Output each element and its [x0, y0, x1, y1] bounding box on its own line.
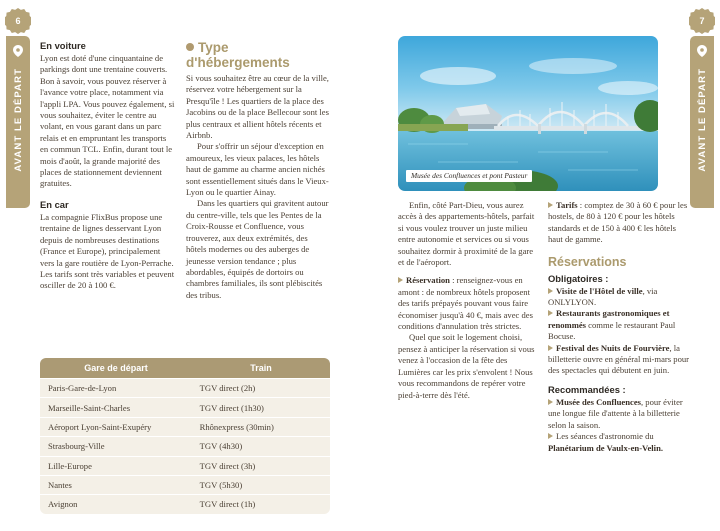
right-column-1: [398, 200, 538, 401]
table-body: [40, 378, 330, 514]
item-rest: , via ONLYLYON.: [548, 285, 658, 308]
reservation-text: : renseignez-vous en amont : de nombreux hôtels proposent des tarifs prépayés pouvant vous faire économiser jusqu'à 40 €, mais avec des conditions d'annulation très strictes.: [398, 275, 533, 332]
cell-train: TGV direct (3h): [192, 456, 330, 475]
cell-gare: Avignon: [40, 494, 192, 513]
heb-p3: Dans les quartiers qui gravitent autour du centre-ville, tels que les Pentes de la Croix-Rousse et Confluence, vous trouverez, aux deux extrémités, des hôtels modernes ou des auberges de jeunesse version tendance ; plus abordables, équipés de dortoirs ou chambres familiales, ils sont plébiscités des tribus.: [186, 198, 329, 300]
cell-gare: Marseille-Saint-Charles: [40, 397, 192, 416]
table-row: [40, 378, 330, 397]
tarifs-text: : comptez de 30 à 60 € pour les hostels, de 80 à 120 € pour les hôtels standards et de 150 à 400 € les hôtels haut de gamme.: [548, 200, 688, 245]
table-row: [40, 417, 330, 436]
triangle-bullet-icon: [548, 202, 553, 208]
photo-caption: Musée des Confluences et pont Pasteur: [406, 170, 532, 182]
cell-train: TGV direct (1h30): [192, 397, 330, 416]
item-bold: Restaurants gastronomiques et renommés: [548, 308, 670, 330]
table-header-train: Train: [192, 358, 330, 378]
location-pin-icon: [13, 44, 23, 62]
table-row: [40, 494, 330, 513]
subheading-recommandees: Recommandées :: [548, 383, 626, 395]
bus-text: La compagnie FlixBus propose une trentaine de lignes desservant Lyon depuis de nombreuses destinations (France et Europe), principalement vers la gare routière de Lyon-Perrache. Les tarifs sont très variables et peuvent osciller de 20 à 100 €.: [40, 211, 175, 291]
list-item: [548, 431, 690, 454]
item-rest: , pour éviter une longue file d'attente à la billetterie selon la saison.: [548, 396, 683, 430]
cell-train: TGV (5h30): [192, 475, 330, 494]
anticiper-text: Quel que soit le logement choisi, pensez à anticiper la réservation si vous venez à l'occasion de la fête des Lumières car les prix s'envolent ! Nous vous recommandons de repérer votre pied-à-terre dès l'été.: [398, 332, 535, 400]
list-item: [548, 397, 690, 431]
item-pre: Les séances d'astronomie du: [556, 431, 654, 442]
hebergements-body: [186, 73, 330, 301]
obligatoires-list: [548, 286, 690, 377]
table-header-row: [40, 358, 330, 378]
table-row: [40, 397, 330, 416]
item-bold: Planétarium de Vaulx-en-Velin.: [548, 442, 663, 453]
cell-train: TGV direct (2h): [192, 378, 330, 397]
paragraph-bus: [40, 212, 175, 292]
item-bold: Festival des Nuits de Fourvière: [556, 342, 670, 353]
page-number-badge-right: [689, 8, 715, 34]
photo-illustration: [398, 36, 658, 191]
item-bold: Musée des Confluences: [556, 396, 641, 407]
heading-en-voiture: En voiture: [40, 40, 86, 51]
triangle-bullet-icon: [548, 433, 553, 439]
heading-line-1: Type: [198, 40, 229, 55]
cell-gare: Aéroport Lyon-Saint-Exupéry: [40, 417, 192, 436]
table-row: [40, 475, 330, 494]
cell-gare: Strasbourg-Ville: [40, 436, 192, 455]
cell-train: Rhônexpress (30min): [192, 417, 330, 436]
location-pin-icon: [697, 44, 707, 62]
car-text: Lyon est doté d'une cinquantaine de parkings dont une trentaine couverts. Bon à savoir, vous pouvez réserver à l'avance votre place, notamment via l'appli LPA. Vous pouvez également, si vous souhaitez, éviter le centre au volant, en vous garant dans un parc relais et en empruntant les transports en commun TCL. Enfin, durant tout le mois d'août, la grande majorité des places de stationnement deviennent gratuites.: [40, 53, 175, 189]
reservation-label: Réservation: [406, 275, 450, 286]
right-page: [360, 0, 720, 531]
train-stations-table: [40, 358, 330, 514]
heading-en-car: En car: [40, 198, 69, 210]
side-tab-left[interactable]: [6, 36, 30, 208]
recommandees-list: [548, 397, 690, 454]
list-item: [548, 343, 690, 377]
triangle-bullet-icon: [398, 277, 403, 283]
bullet-tarifs: [548, 200, 690, 246]
cell-train: TGV direct (1h): [192, 494, 330, 513]
list-item: [548, 308, 690, 342]
cell-train: TGV (4h30): [192, 436, 330, 455]
triangle-bullet-icon: [548, 310, 553, 316]
right-column-2: [548, 200, 690, 454]
page-number: 6: [15, 16, 21, 26]
subheading-obligatoires: Obligatoires :: [548, 272, 609, 284]
tarifs-label: Tarifs: [556, 200, 578, 210]
table-row: [40, 436, 330, 455]
cell-gare: Paris-Gare-de-Lyon: [40, 378, 192, 397]
tarifs-body: [548, 200, 690, 246]
side-tab-label: AVANT LE DÉPART: [12, 68, 24, 172]
side-tab-right[interactable]: [690, 36, 714, 208]
triangle-bullet-icon: [548, 345, 553, 351]
item-rest: comme le restaurant Paul Bocuse.: [548, 319, 676, 342]
page-number: 7: [699, 16, 705, 26]
heb-p1: Si vous souhaitez être au cœur de la ville, réservez votre hébergement sur la Presqu'île ! Les quartiers de la place des Jacobins ou de la place Bellecour sont les plus centraux et allient hôtels récents et Airbnb.: [186, 73, 329, 141]
photo-musee-confluences: [398, 36, 658, 191]
heading-line-2: d'hébergements: [186, 55, 290, 70]
item-bold: Visite de l'Hôtel de ville: [556, 285, 643, 296]
triangle-bullet-icon: [548, 399, 553, 405]
heading-type-hebergements: [186, 40, 330, 70]
circle-bullet-icon: [186, 43, 194, 51]
part-dieu-body: [398, 200, 538, 401]
left-column-2: [186, 40, 330, 301]
table-header-gare: Gare de départ: [40, 358, 192, 378]
bullet-reservation: [398, 275, 538, 332]
part-dieu-text: Enfin, côté Part-Dieu, vous aurez accès à des appartements-hôtels, parfait si vous voulez trouver un juste milieu entre autonomie et services ou si vous souhaitez dormir à proximité de la gare et de l'aéroport.: [398, 200, 535, 268]
side-tab-label: AVANT LE DÉPART: [696, 68, 708, 172]
triangle-bullet-icon: [548, 288, 553, 294]
heb-p2: Pour s'offrir un séjour d'exception en amoureux, les vieux palaces, les hôtels haut de gamme au charme ancien nichés sont essentiellement situés dans le Vieux-Lyon ou le quartier Ainay.: [186, 141, 329, 198]
item-rest: , la billetterie ouvre en général mi-mars pour des spectacles qui débutent en juin.: [548, 342, 690, 376]
page-number-badge-left: [5, 8, 31, 34]
paragraph-car: [40, 53, 175, 190]
cell-gare: Nantes: [40, 475, 192, 494]
left-column-1: [40, 40, 175, 292]
cell-gare: Lille-Europe: [40, 456, 192, 475]
list-item: [548, 286, 690, 309]
heading-reservations: Réservations: [548, 254, 627, 269]
table-row: [40, 456, 330, 475]
